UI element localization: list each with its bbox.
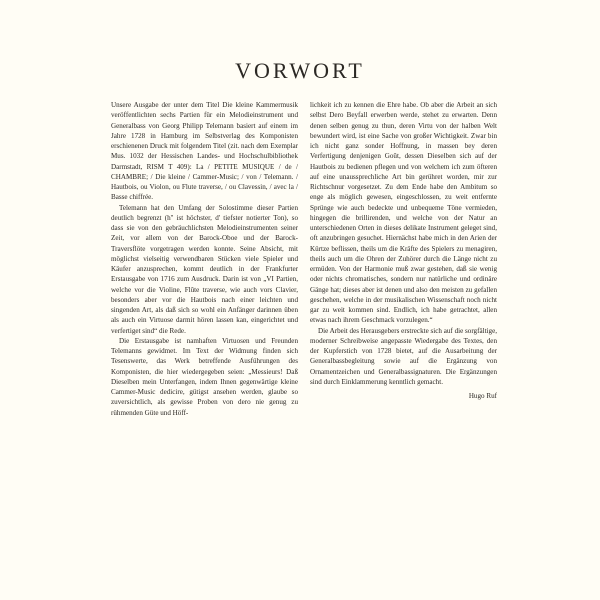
paragraph: Unsere Ausgabe der unter dem Titel Die kleine Kammermusik veröffentlichten sechs Partien für ein Melodieinstrument und Generalbass von Georg Philipp Telemann basiert auf einem im Jahre 1728 in Hamburg im Selbstverlag des Komponisten erschienenen Druck mit folgendem Titel (zit. nach dem Exemplar Mus. 1032 der Hessischen Landes- und Hochschulbibliothek Darmstadt, RISM T 409): La / PETITE MUSIQUE / de / CHAMBRE; / Die kleine / Cammer-Music; / von / Telemann. / Hautbois, ou Violon, ou Flute traverse, / ou Clavessin, / avec la / Basse chiffrée.: [111, 101, 298, 202]
paragraph: Telemann hat den Umfang der Solostimme dieser Partien deutlich begrenzt (h'' ist höchster, d' tiefster notierter Ton), so dass sie von den gebräuchlichsten Melodieinstrumenten seiner Zeit, vor allem von der Barock-Oboe und der Barock-Traversflöte vorgetragen werden konnte. Seine Absicht, mit möglichst vielseitig verwendbaren Stücken viele Spieler und Käufer anzusprechen, kommt deutlich in der Frankfurter Erstausgabe von 1716 zum Ausdruck. Darin ist von „VI Partien, welche vor die Violine, Flûte traverse, wie auch vors Clavier, besonders aber vor die Hautbois nach einer leichten und singenden Art, als daß sich so wohl ein Anfänger darinnen üben als auch ein Virtuose darmit hören lassen kan, eingerichtet und verfertiget sind“ die Rede.: [111, 203, 298, 335]
right-column: [310, 100, 497, 401]
paragraph: Die Erstausgabe ist namhaften Virtuosen und Freunden Telemanns gewidmet. Im Text der Widmung finden sich Tesenswerte, das Werk betreffende Ausführungen des Komponisten, die hier wiedergegeben seien: „Messieurs! Daß Dieselben mein Unterfangen, indem Ihnen gegenwärtige kleine Cammer-Music dedicire, gütigst ansehen werden, glaube so zuversichtlich, als gewisse Proben von dero nie genug zu rühmenden Güte und Höff-: [111, 336, 298, 417]
paragraph: lichkeit ich zu kennen die Ehre habe. Ob aber die Arbeit an sich selbst Dero Beyfall erwerben werde, stehet zu erwarten. Denn denen selben genug zu thun, deren Virtu von der halben Welt bewundert wird, ist eine Sache von großer Wichtigkeit. Zwar bin ich nicht ganz sonder Hoffnung, in massen bey deren Verfertigung denjenigen Goût, dessen Dieselben sich auf der Hautbois zu bedienen pflegen und von welchem ich zum öfteren auf eine unaussprechliche Art bin gerühret worden, mir zur Richtschnur vorgesetzet. Zu dem Ende habe den Ambitum so enge als möglich gewesen, eingeschlossen, zu weit entfernte Sprünge wie auch bedeckte und unbequeme Töne vermieden, hingegen die brillirenden, und welche von der Natur an unterschiedenen Orten in dieses delikate Instrument geleget sind, oft anzubringen gesuchet. Hiernächst habe mich in den Arien der Kürtze beflissen, theils um die Kräfte des Spielers zu menagiren, theils auch um die Ohren der Zuhörer durch die Länge nicht zu ermüden. Von der Harmonie muß zwar gestehen, daß sie wenig oder nichts chromatisches, sondern nur natürliche und ordinäre Gänge hat; dieses aber ist denen und also den meisten zu gefallen geschehen, welche in der musikalischen Wissenschaft noch nicht gar zu weit kommen sind. Endlich, ich habe getrachtet, allen etwas nach ihrem Geschmack vorzulegen.“: [310, 101, 497, 325]
paragraph: Die Arbeit des Herausgebers erstreckte sich auf die sorgfältige, moderner Schreibweise angepasste Wiedergabe des Textes, den der Kupferstich von 1728 bietet, auf die Ausarbeitung der Generalbassbegleitung sowie auf die Ergänzung von Ornamentzeichen und Generalbassignaturen. Die Ergänzungen sind durch Einklammerung kenntlich gemacht.: [310, 326, 497, 386]
page-title: VORWORT: [235, 58, 365, 83]
left-column: [111, 100, 298, 418]
author-signature: Hugo Ruf: [468, 392, 497, 400]
